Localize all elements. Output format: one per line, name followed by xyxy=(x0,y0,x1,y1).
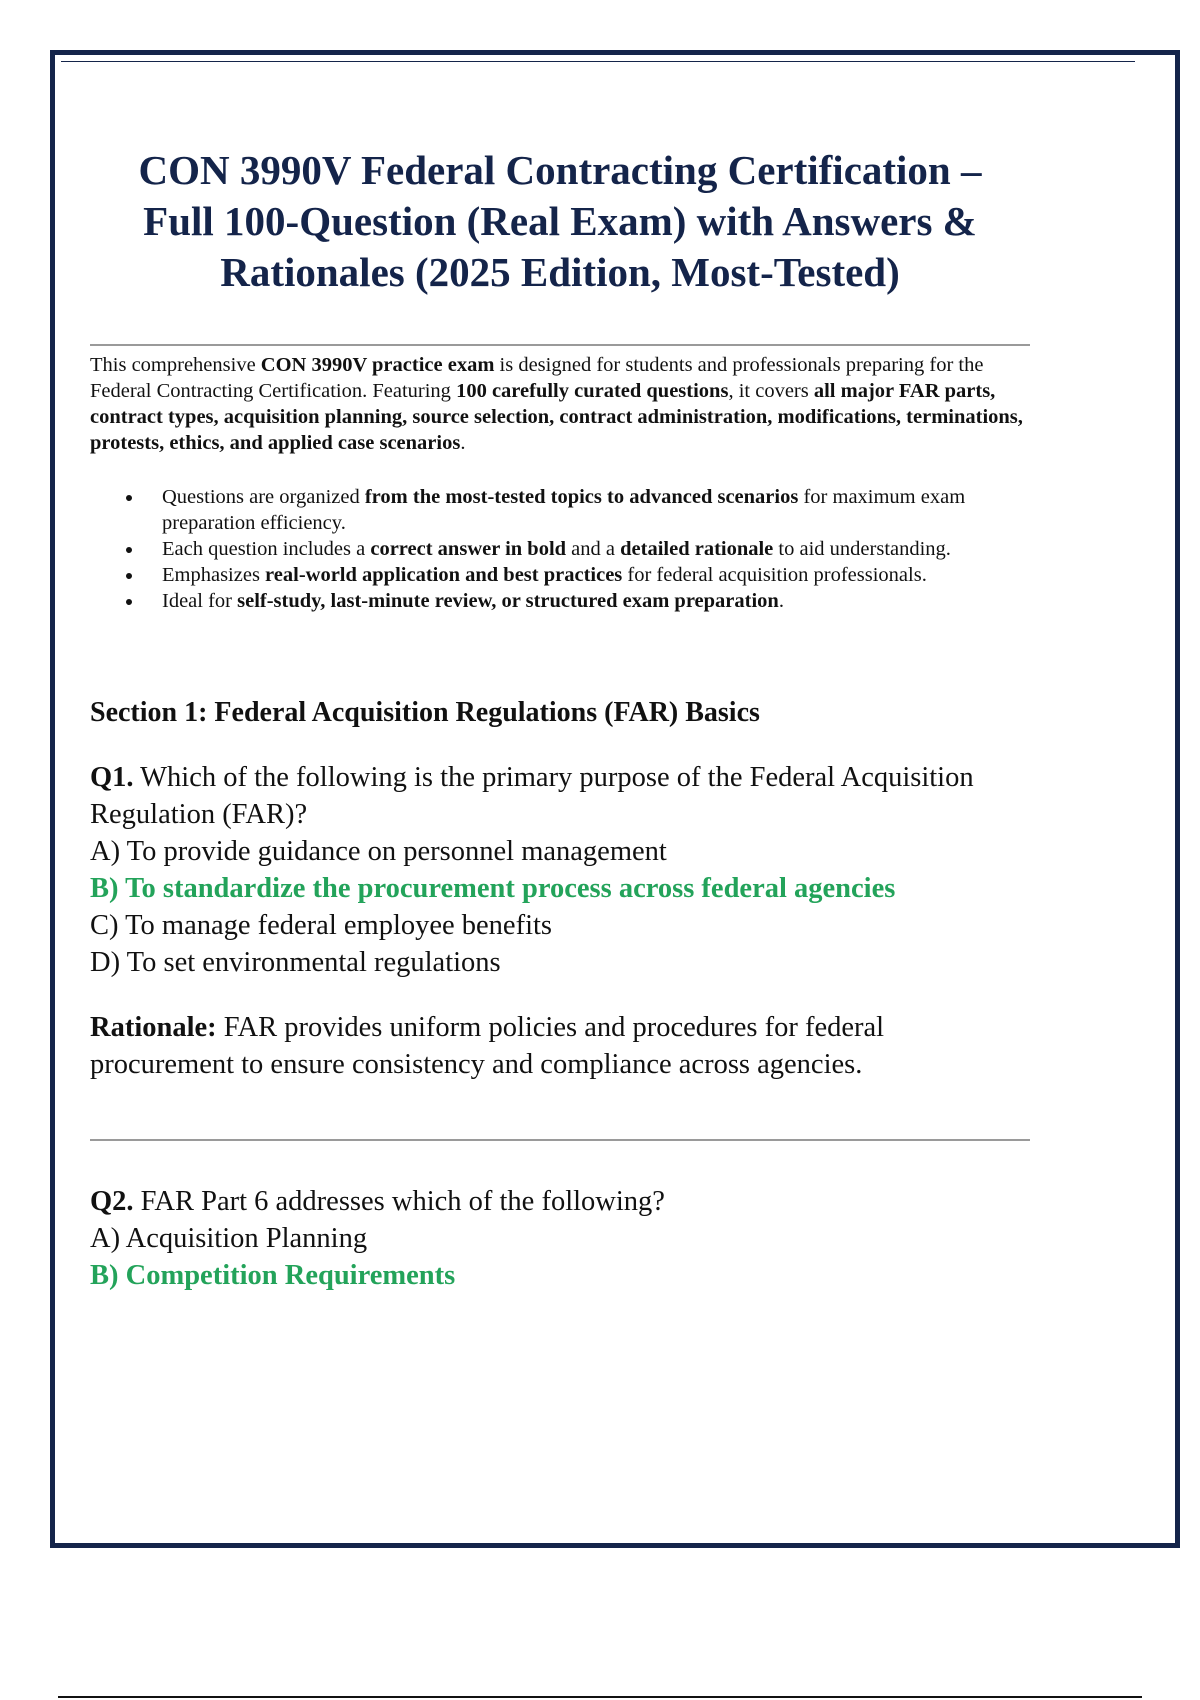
question-divider xyxy=(90,1139,1030,1141)
rationale-text: FAR provides uniform policies and procedures for federal procurement to ensure consistency and compliance across agencies. xyxy=(90,1012,885,1080)
next-page-edge xyxy=(58,1696,1142,1698)
title-line: Rationales (2025 Edition, Most-Tested) xyxy=(220,249,900,295)
bullet-text: for federal acquisition professionals. xyxy=(622,564,927,586)
document-content xyxy=(90,85,1030,1294)
bullet-text: and a xyxy=(566,538,621,560)
intro-bold: all major FAR parts, contract types, acquisition planning, source selection, contract administration, modifications, terminations, protests, ethics, and applied case scenarios xyxy=(90,380,1023,454)
correct-answer-option-b: B) Competition Requirements xyxy=(90,1260,456,1291)
question-stem xyxy=(90,759,1030,833)
question-stem xyxy=(90,1183,1030,1220)
question-number: Q1. xyxy=(90,762,134,793)
intro-bold: CON 3990V practice exam xyxy=(260,354,495,376)
bullet-bold: detailed rationale xyxy=(620,538,774,560)
bullet-bold: self-study, last-minute review, or structured exam preparation xyxy=(237,590,779,612)
question-text: FAR Part 6 addresses which of the following? xyxy=(133,1186,665,1217)
bullet-text: for maximum exam preparation efficiency. xyxy=(162,486,966,534)
intro-text: This comprehensive xyxy=(90,354,261,376)
bullet-bold: real-world application and best practices xyxy=(265,564,623,586)
bullet-text: Emphasizes xyxy=(162,564,266,586)
bullet-icon xyxy=(126,573,132,579)
feature-list-item xyxy=(126,562,1030,588)
bullet-icon xyxy=(126,547,132,553)
document-title xyxy=(90,145,1030,298)
bullet-bold: from the most-tested topics to advanced scenarios xyxy=(364,486,799,508)
answer-option-d: D) To set environmental regulations xyxy=(90,947,501,978)
title-divider xyxy=(90,344,1030,346)
feature-list xyxy=(90,484,1030,614)
bullet-text: Questions are organized xyxy=(162,486,365,508)
title-line: Full 100-Question (Real Exam) with Answers & xyxy=(143,198,977,244)
answer-option-a: A) To provide guidance on personnel management xyxy=(90,836,667,867)
title-line: CON 3990V Federal Contracting Certification – xyxy=(138,147,982,193)
answer-option-a: A) Acquisition Planning xyxy=(90,1223,368,1254)
intro-text: . xyxy=(460,432,466,454)
question-text: Which of the following is the primary purpose of the Federal Acquisition Regulation (FAR)? xyxy=(90,762,974,830)
bullet-text: Ideal for xyxy=(162,590,238,612)
feature-list-item xyxy=(126,588,1030,614)
frame-inner-line xyxy=(61,61,1135,62)
question-q2 xyxy=(90,1183,1030,1294)
bullet-icon xyxy=(126,599,132,605)
intro-bold: 100 carefully curated questions xyxy=(456,380,729,402)
bullet-text: Each question includes a xyxy=(162,538,371,560)
correct-answer-option-b: B) To standardize the procurement process across federal agencies xyxy=(90,873,896,904)
rationale-label: Rationale: xyxy=(90,1012,217,1043)
bullet-icon xyxy=(126,495,132,501)
intro-text: , it covers xyxy=(728,380,814,402)
intro-paragraph xyxy=(90,352,1030,456)
feature-list-item xyxy=(126,536,1030,562)
answer-option-c: C) To manage federal employee benefits xyxy=(90,910,552,941)
rationale-q1 xyxy=(90,1009,1030,1083)
question-number: Q2. xyxy=(90,1186,134,1217)
question-q1 xyxy=(90,759,1030,981)
intro-text: is designed for students and professionals preparing for the Federal Contracting Certification. Featuring xyxy=(90,354,984,402)
section-heading: Section 1: Federal Acquisition Regulations (FAR) Basics xyxy=(90,697,760,728)
feature-list-item xyxy=(126,484,1030,536)
bullet-text: to aid understanding. xyxy=(773,538,951,560)
bullet-text: . xyxy=(778,590,784,612)
bullet-bold: correct answer in bold xyxy=(370,538,567,560)
